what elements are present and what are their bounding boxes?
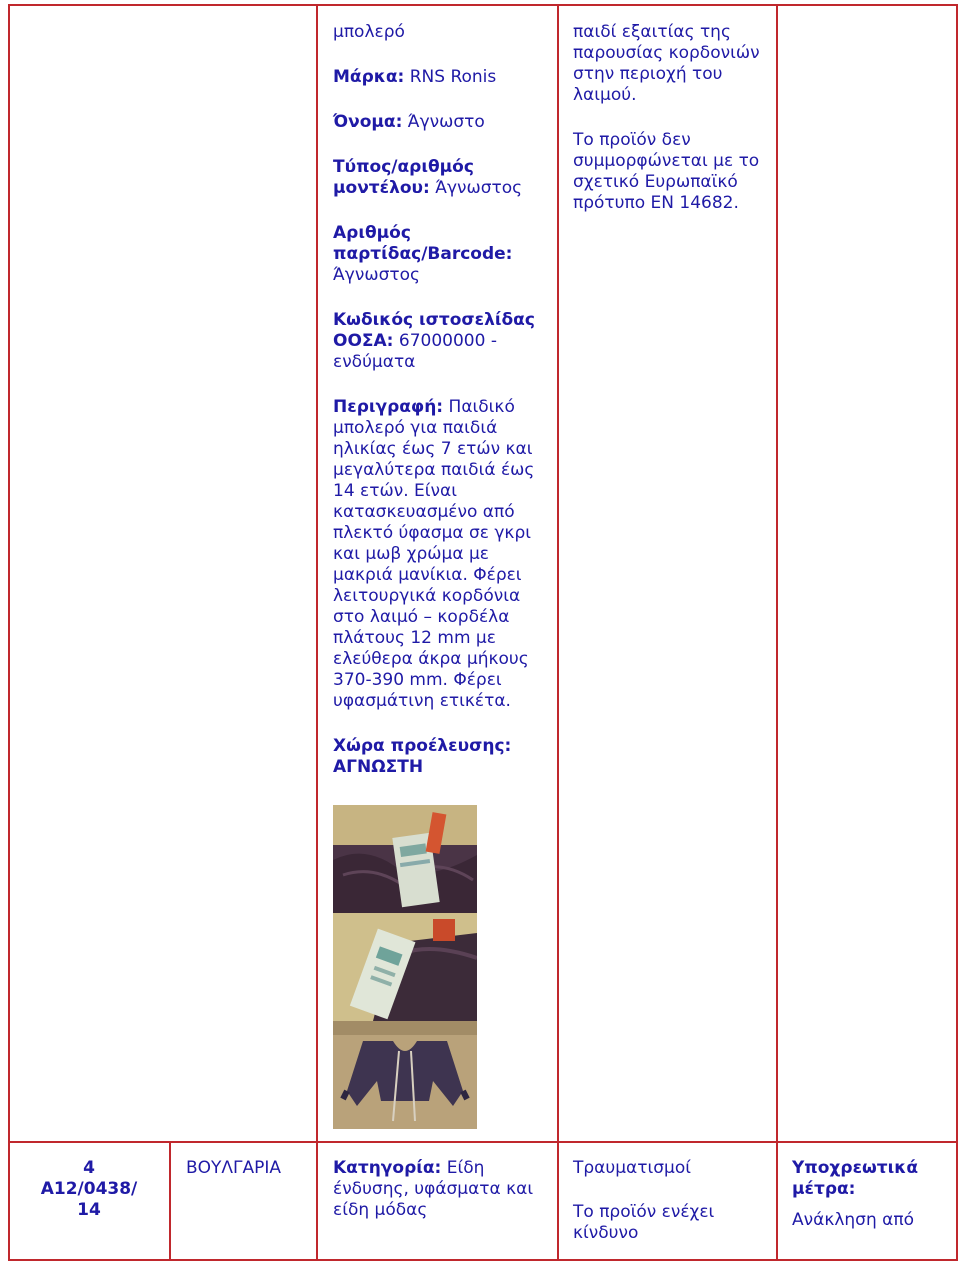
name-label: Όνομα: (333, 112, 403, 132)
name-field (333, 112, 548, 133)
measures-label-text: Υποχρεωτικά μέτρα: (792, 1158, 919, 1199)
batch-value: Άγνωστος (333, 265, 420, 285)
batch-label: Αριθμός παρτίδας/Barcode: (333, 223, 513, 264)
oosa-label: Κωδικός ιστοσελίδας ΟΟΣΑ: (333, 310, 535, 351)
col-line-4 (557, 4, 559, 1261)
product-type: μπολερό (333, 22, 405, 42)
risk-type: Τραυματισμοί (573, 1158, 691, 1178)
category-value: Είδη ένδυσης, υφάσματα και είδη μόδας (333, 1158, 534, 1220)
bolero-tag-photo (333, 805, 477, 913)
name-value: Άγνωστο (407, 112, 485, 132)
measures-label (792, 1158, 952, 1200)
col-line-2 (169, 1141, 171, 1261)
alert-number: 4 (83, 1158, 95, 1178)
col-line-5 (776, 4, 778, 1261)
risk-description-cell (573, 22, 768, 238)
product-photo-2 (333, 913, 477, 1021)
risk-start: Το προϊόν ενέχει κίνδυνο (573, 1202, 715, 1243)
col-line-1 (8, 4, 10, 1261)
bolero-garment-photo (333, 1021, 477, 1129)
model-label: Τύπος/αριθμός μοντέλου: (333, 157, 474, 198)
model-field (333, 157, 548, 199)
col-line-6 (956, 4, 958, 1261)
batch-field (333, 223, 548, 286)
top-border (8, 4, 958, 6)
bolero-label-photo (333, 913, 477, 1021)
risk-text-2: Το προϊόν δεν συμμορφώνεται με το σχετικό Ευρωπαϊκό πρότυπο EN 14682. (573, 130, 760, 213)
product-photo-1 (333, 805, 477, 913)
brand-label: Μάρκα: (333, 67, 405, 87)
brand-value: RNS Ronis (409, 67, 497, 87)
product-details-cell (333, 22, 548, 778)
risk-text-1: παιδί εξαιτίας της παρουσίας κορδονιών στην περιοχή του λαιμού. (573, 22, 760, 105)
row-divider (8, 1141, 958, 1143)
risk-type-cell (573, 1158, 768, 1244)
brand-field (333, 67, 548, 88)
notifying-country: ΒΟΥΛΓΑΡΙΑ (186, 1158, 282, 1178)
category-cell (333, 1158, 548, 1221)
origin-field (333, 736, 548, 778)
col-line-3 (316, 4, 318, 1261)
alert-ref-cell (14, 1158, 164, 1221)
description-value: Παιδικό μπολερό για παιδιά ηλικίας έως 7 ετών και μεγαλύτερα παιδιά έως 14 ετών. Είναι κατασκευασμένο από πλεκτό ύφασμα σε γκρι και μωβ χρώμα με μακριά μανίκια. Φέρει λειτουργικά κορδόνια στο λαιμό – κορδέλα πλάτους 12 mm με ελεύθερα άκρα μήκους 370-390 mm. Φέρει υφασμάτινη ετικέτα. (333, 397, 535, 711)
country-cell (186, 1158, 311, 1179)
origin-label: Χώρα προέλευσης: (333, 736, 512, 756)
bottom-border (8, 1259, 958, 1261)
oosa-field (333, 310, 548, 373)
measures-cell (792, 1158, 952, 1231)
product-photo-3 (333, 1021, 477, 1129)
alert-reference: A12/0438/ 14 (40, 1179, 138, 1220)
description-label: Περιγραφή: (333, 397, 444, 417)
model-value: Άγνωστος (435, 178, 523, 198)
oosa-value: 67000000 - ενδύματα (333, 331, 497, 372)
category-label: Κατηγορία: (333, 1158, 442, 1178)
description-field (333, 397, 548, 712)
measures-value: Ανάκληση από (792, 1210, 914, 1230)
origin-value: ΑΓΝΩΣΤΗ (333, 757, 424, 777)
